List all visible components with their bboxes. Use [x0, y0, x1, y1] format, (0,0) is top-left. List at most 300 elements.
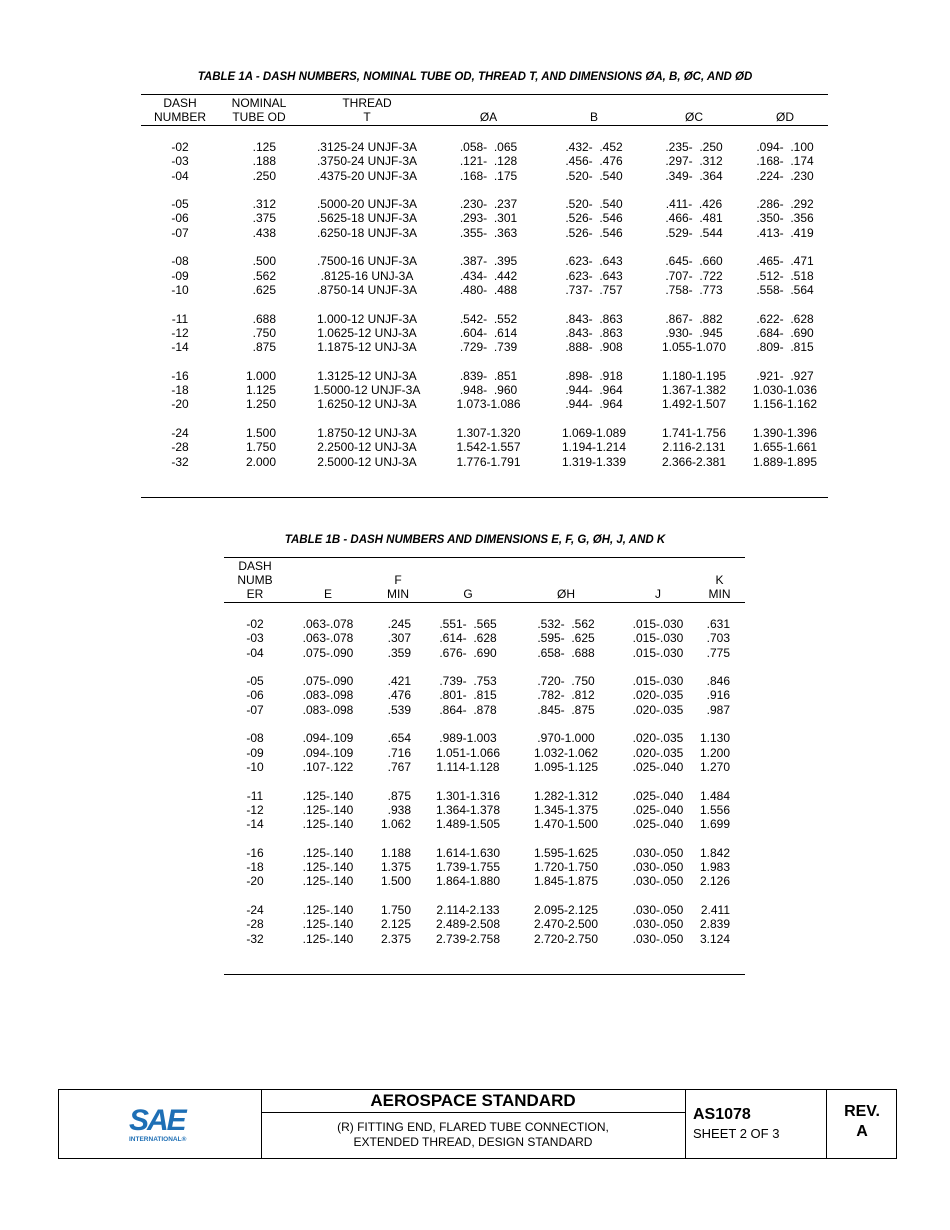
table-cell: 2.095-2.125	[533, 902, 599, 917]
table-cell: 1.983	[699, 860, 730, 875]
table-cell: .125-.140	[302, 874, 354, 889]
table-cell: .456- .476	[565, 154, 623, 169]
table-cell: .094-.109	[302, 745, 354, 760]
table-cell: .729- .739	[459, 340, 518, 355]
table-cell: .030-.050	[632, 860, 684, 875]
table-row	[224, 603, 745, 632]
table-cell: 1.741-1.756	[661, 425, 727, 440]
table-cell: .025-.040	[632, 788, 684, 803]
table-cell: .562	[252, 268, 276, 283]
table-cell: -12	[246, 802, 264, 817]
table-row	[224, 674, 745, 688]
table-cell: -02	[246, 617, 264, 631]
table-cell: .030-.050	[632, 931, 684, 946]
column-header: ØA	[435, 95, 542, 126]
table-cell: 1.614-1.630	[435, 845, 501, 860]
table-cell: 1.699	[699, 817, 730, 832]
table-cell: .5000-20 UNJF-3A	[316, 197, 418, 212]
table-cell: .075-.090	[302, 645, 354, 660]
table-cell: 1.8750-12 UNJ-3A	[317, 425, 417, 440]
document-title	[261, 1113, 685, 1150]
table-row	[141, 254, 828, 268]
title-block	[58, 1089, 897, 1159]
table-cell: .083-.098	[302, 702, 354, 717]
revision-cell	[827, 1090, 897, 1158]
table-row	[141, 426, 828, 440]
table-cell: .413- .419	[756, 225, 814, 240]
table-cell: 1.055-1.070	[661, 340, 727, 355]
table-cell: 1.301-1.316	[435, 788, 501, 803]
table-cell: .948- .960	[459, 383, 518, 398]
table-cell: .297- .312	[665, 154, 723, 169]
table-cell: .465- .471	[756, 254, 814, 269]
table-cell: -32	[246, 931, 264, 946]
table-cell: 1.095-1.125	[533, 759, 599, 774]
spacer-row	[141, 297, 828, 311]
table-cell: .125-.140	[302, 931, 354, 946]
table-cell: 1.062	[380, 817, 411, 832]
table-cell: .224- .230	[756, 168, 814, 183]
table-cell: 1.720-1.750	[533, 860, 599, 875]
table-cell: -07	[171, 225, 189, 240]
table-cell: .125-.140	[302, 817, 354, 832]
spacer-row	[224, 831, 745, 845]
table-cell: -14	[246, 817, 264, 832]
table-row	[141, 340, 828, 354]
table-cell: .411- .426	[665, 197, 723, 212]
table-cell: 2.839	[699, 917, 730, 932]
table-cell: .8125-16 UNJ-3A	[320, 268, 414, 283]
table-cell: .989-1.003	[439, 731, 497, 746]
table-cell: 2.489-2.508	[435, 917, 501, 932]
table-cell: 1.492-1.507	[661, 397, 727, 412]
table-cell: 1.180-1.195	[661, 368, 727, 383]
table-cell: .614- .628	[439, 631, 497, 646]
table-row	[224, 703, 745, 717]
table-cell: .7500-16 UNJF-3A	[316, 254, 418, 269]
column-header: J	[622, 558, 694, 603]
table-row	[224, 917, 745, 931]
revision-label: REV.	[844, 1103, 880, 1120]
table-row	[224, 803, 745, 817]
table-cell: .622- .628	[756, 311, 814, 326]
table-cell: 2.720-2.750	[533, 931, 599, 946]
column-header: B	[542, 95, 646, 126]
table-cell: .025-.040	[632, 802, 684, 817]
table-cell: .434- .442	[459, 268, 518, 283]
table-cell: 1.250	[245, 397, 276, 412]
table-cell: -11	[171, 311, 189, 326]
table-row	[141, 455, 828, 469]
table-cell: -18	[246, 860, 264, 875]
spacer-row	[224, 774, 745, 788]
table-cell: .526- .546	[565, 211, 623, 226]
table-row	[224, 760, 745, 774]
sae-logo-icon	[127, 1102, 207, 1146]
table-cell: 2.411	[700, 902, 730, 917]
table-cell: .168- .174	[756, 154, 814, 169]
table-row	[141, 312, 828, 326]
table-cell: 1.345-1.375	[533, 802, 599, 817]
table-row	[141, 226, 828, 240]
table-cell: -10	[246, 759, 264, 774]
column-header: DASH NUMBER	[141, 95, 219, 126]
table-cell: 1.484	[699, 788, 730, 803]
table-row	[224, 789, 745, 803]
document-number: AS1078	[693, 1106, 751, 1123]
table-cell: .058- .065	[459, 140, 518, 154]
column-header: NOMINAL TUBE OD	[219, 95, 299, 126]
table-cell: .476	[387, 688, 411, 703]
table-cell: .520- .540	[565, 197, 623, 212]
table-cell: 1.194-1.214	[561, 440, 627, 455]
table-cell: 1.188	[380, 845, 411, 860]
table-row	[224, 903, 745, 917]
table-cell: .520- .540	[565, 168, 623, 183]
table-cell: 1.073-1.086	[456, 397, 521, 412]
table-cell: 1.282-1.312	[533, 788, 599, 803]
table-cell: 1.125	[245, 383, 276, 398]
table-cell: .015-.030	[632, 617, 684, 631]
table-cell: .801- .815	[439, 688, 497, 703]
table-cell: 1.500	[380, 874, 411, 889]
table-cell: 1.845-1.875	[533, 874, 599, 889]
table-cell: 2.739-2.758	[435, 931, 501, 946]
table-cell: 1.776-1.791	[456, 454, 521, 469]
table-cell: .551- .565	[439, 617, 497, 631]
table-cell: 1.0625-12 UNJ-3A	[317, 325, 417, 340]
table-cell: -16	[246, 845, 264, 860]
table-cell: .349- .364	[665, 168, 723, 183]
column-header: DASH NUMB ER	[224, 558, 286, 603]
table-cell: .015-.030	[632, 674, 684, 689]
table-cell: .716	[387, 745, 411, 760]
table-cell: -18	[171, 383, 189, 398]
table-cell: -14	[171, 340, 189, 355]
table-cell: .750	[252, 325, 276, 340]
table-cell: .387- .395	[459, 254, 518, 269]
table-cell: 1.1875-12 UNJ-3A	[317, 340, 417, 355]
table-cell: 1.6250-12 UNJ-3A	[317, 397, 417, 412]
table-cell: 1.270	[699, 759, 730, 774]
table-cell: 2.5000-12 UNJ-3A	[317, 454, 417, 469]
table-cell: 1.5000-12 UNJF-3A	[313, 383, 421, 398]
table-cell: .654	[387, 731, 411, 746]
table-cell: -03	[246, 631, 264, 646]
table-1b	[224, 557, 745, 975]
table-cell: .775	[706, 645, 730, 660]
table-row	[224, 874, 745, 888]
table-cell: .526- .546	[565, 225, 623, 240]
table-cell: .466- .481	[665, 211, 723, 226]
table-cell: .020-.035	[632, 745, 684, 760]
table-row	[224, 846, 745, 860]
spacer-row	[141, 240, 828, 254]
table-cell: .944- .964	[565, 383, 623, 398]
table-cell: .094- .100	[756, 140, 814, 154]
table-row	[224, 631, 745, 645]
table-cell: 1.307-1.320	[456, 425, 521, 440]
document-title-line-2: EXTENDED THREAD, DESIGN STANDARD	[353, 1135, 593, 1149]
table-cell: .898- .918	[565, 368, 623, 383]
column-header: K MIN	[694, 558, 745, 603]
table-cell: .125-.140	[302, 845, 354, 860]
table-cell: .916	[706, 688, 730, 703]
table-cell: .845- .875	[537, 702, 595, 717]
table-cell: .684- .690	[756, 325, 814, 340]
table-cell: .8750-14 UNJF-3A	[316, 282, 418, 297]
table-cell: .286- .292	[756, 197, 814, 212]
table-cell: -28	[246, 917, 264, 932]
table-cell: -02	[171, 140, 189, 154]
table-cell: 1.319-1.339	[561, 454, 627, 469]
table-cell: .703	[706, 631, 730, 646]
table-cell: .623- .643	[565, 268, 623, 283]
table-cell: .421	[387, 674, 411, 689]
spacer-row	[224, 660, 745, 674]
logo-cell	[59, 1090, 262, 1158]
table-row	[141, 383, 828, 397]
table-cell: -20	[246, 874, 264, 889]
table-cell: .020-.035	[632, 702, 684, 717]
table-cell: .3750-24 UNJF-3A	[316, 154, 418, 169]
table-cell: .542- .552	[459, 311, 518, 326]
table-cell: 1.000-12 UNJF-3A	[316, 311, 418, 326]
table-cell: .350- .356	[756, 211, 814, 226]
table-cell: .030-.050	[632, 902, 684, 917]
spacer-row	[141, 354, 828, 368]
table-cell: .480- .488	[459, 282, 518, 297]
table-cell: -08	[246, 731, 264, 746]
table-cell: -04	[246, 645, 264, 660]
table-row	[141, 369, 828, 383]
standard-type: AEROSPACE STANDARD	[261, 1090, 685, 1113]
table-cell: 1.000	[245, 368, 276, 383]
table-cell: 1.489-1.505	[435, 817, 501, 832]
table-cell: 1.200	[699, 745, 730, 760]
table-cell: .3125-24 UNJF-3A	[316, 140, 418, 154]
column-header: ØD	[742, 95, 828, 126]
table-cell: -24	[246, 902, 264, 917]
table-cell: .121- .128	[459, 154, 518, 169]
table-row	[224, 688, 745, 702]
table-cell: -12	[171, 325, 189, 340]
column-header: ØH	[510, 558, 622, 603]
table-cell: 1.864-1.880	[435, 874, 501, 889]
table-row	[141, 269, 828, 283]
revision-value: A	[856, 1123, 868, 1140]
table-cell: .676- .690	[439, 645, 497, 660]
table-row	[141, 169, 828, 183]
table-cell: .359	[387, 645, 411, 660]
table-cell: 1.500	[245, 425, 276, 440]
table-row	[224, 731, 745, 745]
table-cell: .355- .363	[459, 225, 518, 240]
table-cell: 2.116-2.131	[662, 440, 726, 455]
table-cell: .293- .301	[459, 211, 518, 226]
table-row	[141, 126, 828, 155]
table-cell: .809- .815	[756, 340, 814, 355]
table-cell: .737- .757	[565, 282, 623, 297]
table-cell: 1.364-1.378	[435, 802, 501, 817]
table-cell: .782- .812	[537, 688, 595, 703]
table-cell: .512- .518	[756, 268, 814, 283]
table-cell: -05	[171, 197, 189, 212]
table-cell: -28	[171, 440, 189, 455]
table-cell: .063-.078	[302, 617, 354, 631]
table-row	[141, 154, 828, 168]
table-cell: .888- .908	[565, 340, 623, 355]
table-cell: .539	[387, 702, 411, 717]
table-cell: 1.156-1.162	[752, 397, 818, 412]
table-1a	[141, 94, 828, 498]
table-cell: .063-.078	[302, 631, 354, 646]
table-row	[141, 440, 828, 454]
table-cell: .107-.122	[302, 759, 354, 774]
table-cell: .188	[252, 154, 276, 169]
title-cell	[261, 1090, 686, 1158]
table-cell: -09	[171, 268, 189, 283]
table-cell: .235- .250	[665, 140, 723, 154]
table-cell: -32	[171, 454, 189, 469]
spacer-row	[141, 183, 828, 197]
table-cell: .125-.140	[302, 860, 354, 875]
table-cell: .094-.109	[302, 731, 354, 746]
table-cell: .720- .750	[537, 674, 595, 689]
table-1a-title: TABLE 1A - DASH NUMBERS, NOMINAL TUBE OD, THREAD T, AND DIMENSIONS ØA, B, ØC, AND ØD	[197, 71, 753, 83]
table-cell: 2.375	[380, 931, 411, 946]
table-row	[224, 932, 745, 946]
header-row	[224, 558, 745, 603]
table-cell: .432- .452	[565, 140, 623, 154]
table-cell: .658- .688	[537, 645, 595, 660]
table-cell: .688	[252, 311, 276, 326]
table-row	[141, 283, 828, 297]
table-cell: .030-.050	[632, 874, 684, 889]
table-cell: .864- .878	[439, 702, 497, 717]
table-row	[224, 646, 745, 660]
table-cell: .125	[252, 140, 276, 154]
table-cell: 1.069-1.089	[561, 425, 627, 440]
table-cell: .930- .945	[665, 325, 723, 340]
table-cell: -07	[246, 702, 264, 717]
table-cell: 1.051-1.066	[435, 745, 501, 760]
table-cell: .739- .753	[439, 674, 497, 689]
table-cell: .307	[387, 631, 411, 646]
table-cell: 1.655-1.661	[752, 440, 818, 455]
column-header: ØC	[646, 95, 742, 126]
table-cell: .558- .564	[756, 282, 814, 297]
table-cell: 1.114-1.128	[436, 759, 500, 774]
table-cell: .5625-18 UNJF-3A	[316, 211, 418, 226]
table-cell: .846	[706, 674, 730, 689]
table-cell: .020-.035	[632, 731, 684, 746]
logo-text: SAE	[129, 1104, 185, 1137]
table-cell: .839- .851	[459, 368, 518, 383]
table-cell: .250	[252, 168, 276, 183]
table-cell: 1.842	[699, 845, 730, 860]
table-cell: .4375-20 UNJF-3A	[316, 168, 418, 183]
table-cell: .645- .660	[665, 254, 723, 269]
table-cell: 1.889-1.895	[752, 454, 818, 469]
table-cell: .595- .625	[537, 631, 595, 646]
table-cell: .707- .722	[665, 268, 723, 283]
closing-row	[141, 469, 828, 498]
table-cell: .921- .927	[756, 368, 814, 383]
table-cell: -20	[171, 397, 189, 412]
table-cell: .125-.140	[302, 788, 354, 803]
spacer-row	[224, 717, 745, 731]
table-row	[141, 197, 828, 211]
table-cell: .125-.140	[302, 902, 354, 917]
logo-subtext: INTERNATIONAL®	[129, 1136, 187, 1143]
table-cell: -24	[171, 425, 189, 440]
table-cell: .767	[387, 759, 411, 774]
table-cell: .020-.035	[632, 688, 684, 703]
table-cell: .631	[706, 617, 730, 631]
table-cell: 2.2500-12 UNJ-3A	[317, 440, 417, 455]
table-cell: .438	[252, 225, 276, 240]
table-cell: 1.032-1.062	[533, 745, 599, 760]
table-cell: -08	[171, 254, 189, 269]
table-cell: .075-.090	[302, 674, 354, 689]
table-cell: .987	[706, 702, 730, 717]
table-cell: .938	[387, 802, 411, 817]
table-cell: .944- .964	[565, 397, 623, 412]
table-cell: 1.470-1.500	[533, 817, 599, 832]
table-cell: 2.114-2.133	[436, 902, 500, 917]
table-cell: -04	[171, 168, 189, 183]
closing-row	[224, 946, 745, 975]
column-header: G	[426, 558, 510, 603]
document-title-line-1: (R) FITTING END, FLARED TUBE CONNECTION,	[337, 1120, 609, 1134]
table-cell: .030-.050	[632, 845, 684, 860]
table-cell: 1.375	[380, 860, 411, 875]
table-1b-title: TABLE 1B - DASH NUMBERS AND DIMENSIONS E, F, G, ØH, J, AND K	[284, 534, 666, 546]
column-header: F MIN	[370, 558, 426, 603]
table-cell: .970-1.000	[537, 731, 595, 746]
table-cell: 1.390-1.396	[752, 425, 818, 440]
table-cell: 1.556	[699, 802, 730, 817]
table-cell: 2.470-2.500	[533, 917, 599, 932]
table-row	[141, 397, 828, 411]
table-cell: .025-.040	[632, 817, 684, 832]
spacer-row	[141, 412, 828, 426]
sheet-number: SHEET 2 OF 3	[693, 1126, 780, 1141]
spacer-row	[224, 889, 745, 903]
table-cell: .529- .544	[665, 225, 723, 240]
table-cell: .245	[387, 617, 411, 631]
table-cell: -09	[246, 745, 264, 760]
table-cell: 1.367-1.382	[661, 383, 727, 398]
table-cell: 1.739-1.755	[435, 860, 501, 875]
table-cell: 2.366-2.381	[661, 454, 727, 469]
table-cell: 1.030-1.036	[752, 383, 818, 398]
table-cell: .875	[387, 788, 411, 803]
table-cell: 1.3125-12 UNJ-3A	[317, 368, 417, 383]
column-header: E	[286, 558, 370, 603]
table-cell: .843- .863	[565, 311, 623, 326]
table-cell: .015-.030	[632, 631, 684, 646]
table-cell: -16	[171, 368, 189, 383]
table-cell: 2.000	[245, 454, 276, 469]
table-row	[224, 817, 745, 831]
table-cell: .532- .562	[537, 617, 595, 631]
table-cell: -05	[246, 674, 264, 689]
table-cell: -11	[246, 788, 264, 803]
table-cell: 2.126	[699, 874, 730, 889]
table-cell: .312	[252, 197, 276, 212]
